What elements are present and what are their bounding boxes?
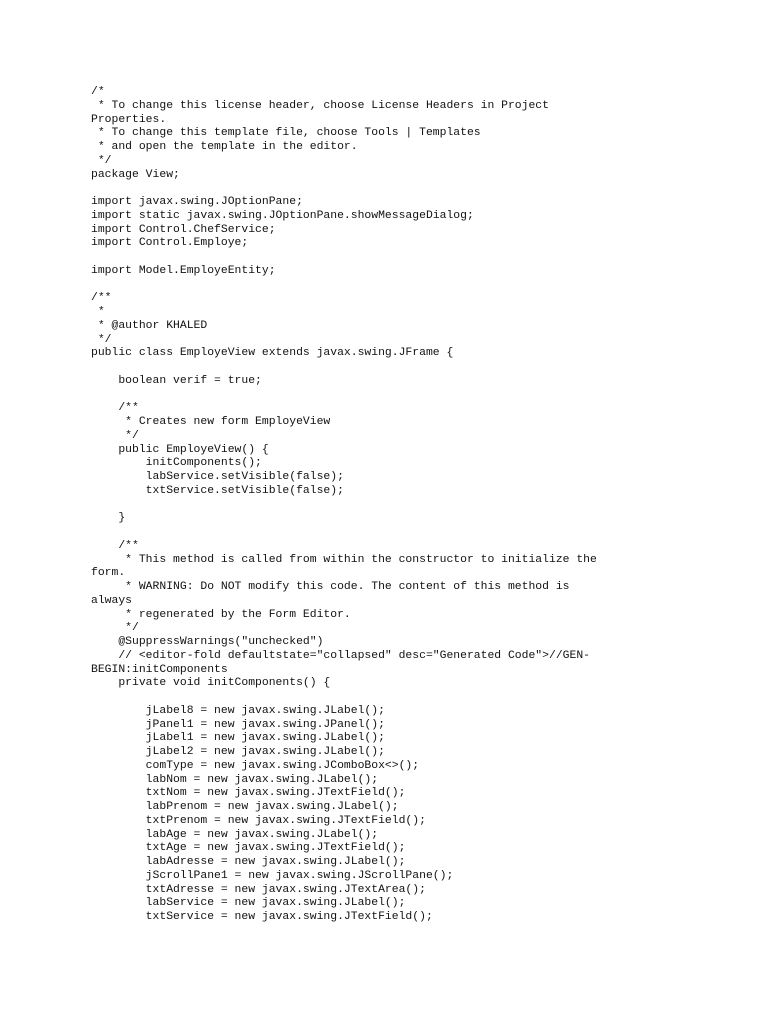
code-line: // <editor-fold defaultstate="collapsed" desc="Generated Code">//GEN- [91, 649, 590, 662]
code-line: */ [91, 154, 112, 167]
code-line: jLabel1 = new javax.swing.JLabel(); [91, 732, 385, 745]
code-line: txtService = new javax.swing.JTextField(); [91, 911, 433, 923]
code-line: * Creates new form EmployeView [91, 416, 331, 428]
code-line: boolean verif = true; [91, 374, 262, 387]
code-line: BEGIN:initComponents [91, 663, 228, 676]
code-line: /* [91, 86, 105, 98]
code-line: import javax.swing.JOptionPane; [91, 196, 303, 208]
code-line: initComponents(); [91, 457, 262, 470]
code-line: txtService.setVisible(false); [91, 484, 344, 497]
code-line: labService.setVisible(false); [91, 471, 344, 483]
code-line: labAge = new javax.swing.JLabel(); [91, 828, 379, 841]
code-line: form. [91, 567, 126, 580]
code-line: txtAge = new javax.swing.JTextField(); [91, 842, 406, 855]
code-line: labPrenom = new javax.swing.JLabel(); [91, 801, 399, 813]
code-line: /** [91, 539, 139, 552]
code-line: Properties. [91, 113, 167, 126]
code-line: labService = new javax.swing.JLabel(); [91, 897, 406, 910]
code-line: * To change this license header, choose License Headers in Project [91, 99, 549, 112]
code-line: txtAdresse = new javax.swing.JTextArea(); [91, 883, 426, 896]
code-line: txtNom = new javax.swing.JTextField(); [91, 787, 406, 800]
code-line [91, 389, 691, 403]
code-line: * WARNING: Do NOT modify this code. The content of this method is [91, 581, 570, 593]
code-line: import Control.ChefService; [91, 223, 276, 236]
code-line: import Model.EmployeEntity; [91, 264, 276, 277]
code-line: jLabel8 = new javax.swing.JLabel(); [91, 704, 385, 717]
code-line: package View; [91, 168, 180, 181]
code-line: * @author KHALED [91, 319, 208, 332]
code-line: * [91, 306, 105, 318]
code-line: jScrollPane1 = new javax.swing.JScrollPane(); [91, 869, 454, 882]
source-code [91, 86, 691, 925]
code-line [91, 691, 691, 705]
code-line: comType = new javax.swing.JComboBox<>(); [91, 759, 420, 772]
code-line [91, 499, 691, 513]
code-line [91, 251, 691, 265]
code-line: labNom = new javax.swing.JLabel(); [91, 773, 379, 786]
code-line: /** [91, 292, 112, 305]
code-line: * To change this template file, choose Tools | Templates [91, 127, 481, 140]
code-line: * and open the template in the editor. [91, 141, 358, 153]
code-line: jLabel2 = new javax.swing.JLabel(); [91, 746, 385, 758]
code-line [91, 182, 691, 196]
code-line: import Control.Employe; [91, 237, 249, 250]
code-line: txtPrenom = new javax.swing.JTextField(); [91, 814, 426, 827]
code-line: import static javax.swing.JOptionPane.showMessageDialog; [91, 209, 474, 222]
code-line: */ [91, 429, 139, 442]
code-line: /** [91, 402, 139, 415]
code-line: labAdresse = new javax.swing.JLabel(); [91, 856, 406, 868]
code-line: } [91, 512, 126, 525]
code-line: public EmployeView() { [91, 443, 269, 456]
code-line: jPanel1 = new javax.swing.JPanel(); [91, 718, 385, 731]
code-line [91, 361, 691, 375]
code-line: */ [91, 622, 139, 635]
code-line: always [91, 594, 133, 607]
code-line [91, 526, 691, 540]
code-line: */ [91, 333, 112, 346]
code-line: * This method is called from within the constructor to initialize the [91, 553, 597, 566]
code-line: @SuppressWarnings("unchecked") [91, 636, 324, 648]
code-line: private void initComponents() { [91, 677, 331, 690]
code-line: public class EmployeView extends javax.swing.JFrame { [91, 347, 454, 360]
code-line [91, 279, 691, 293]
code-line: * regenerated by the Form Editor. [91, 608, 351, 621]
